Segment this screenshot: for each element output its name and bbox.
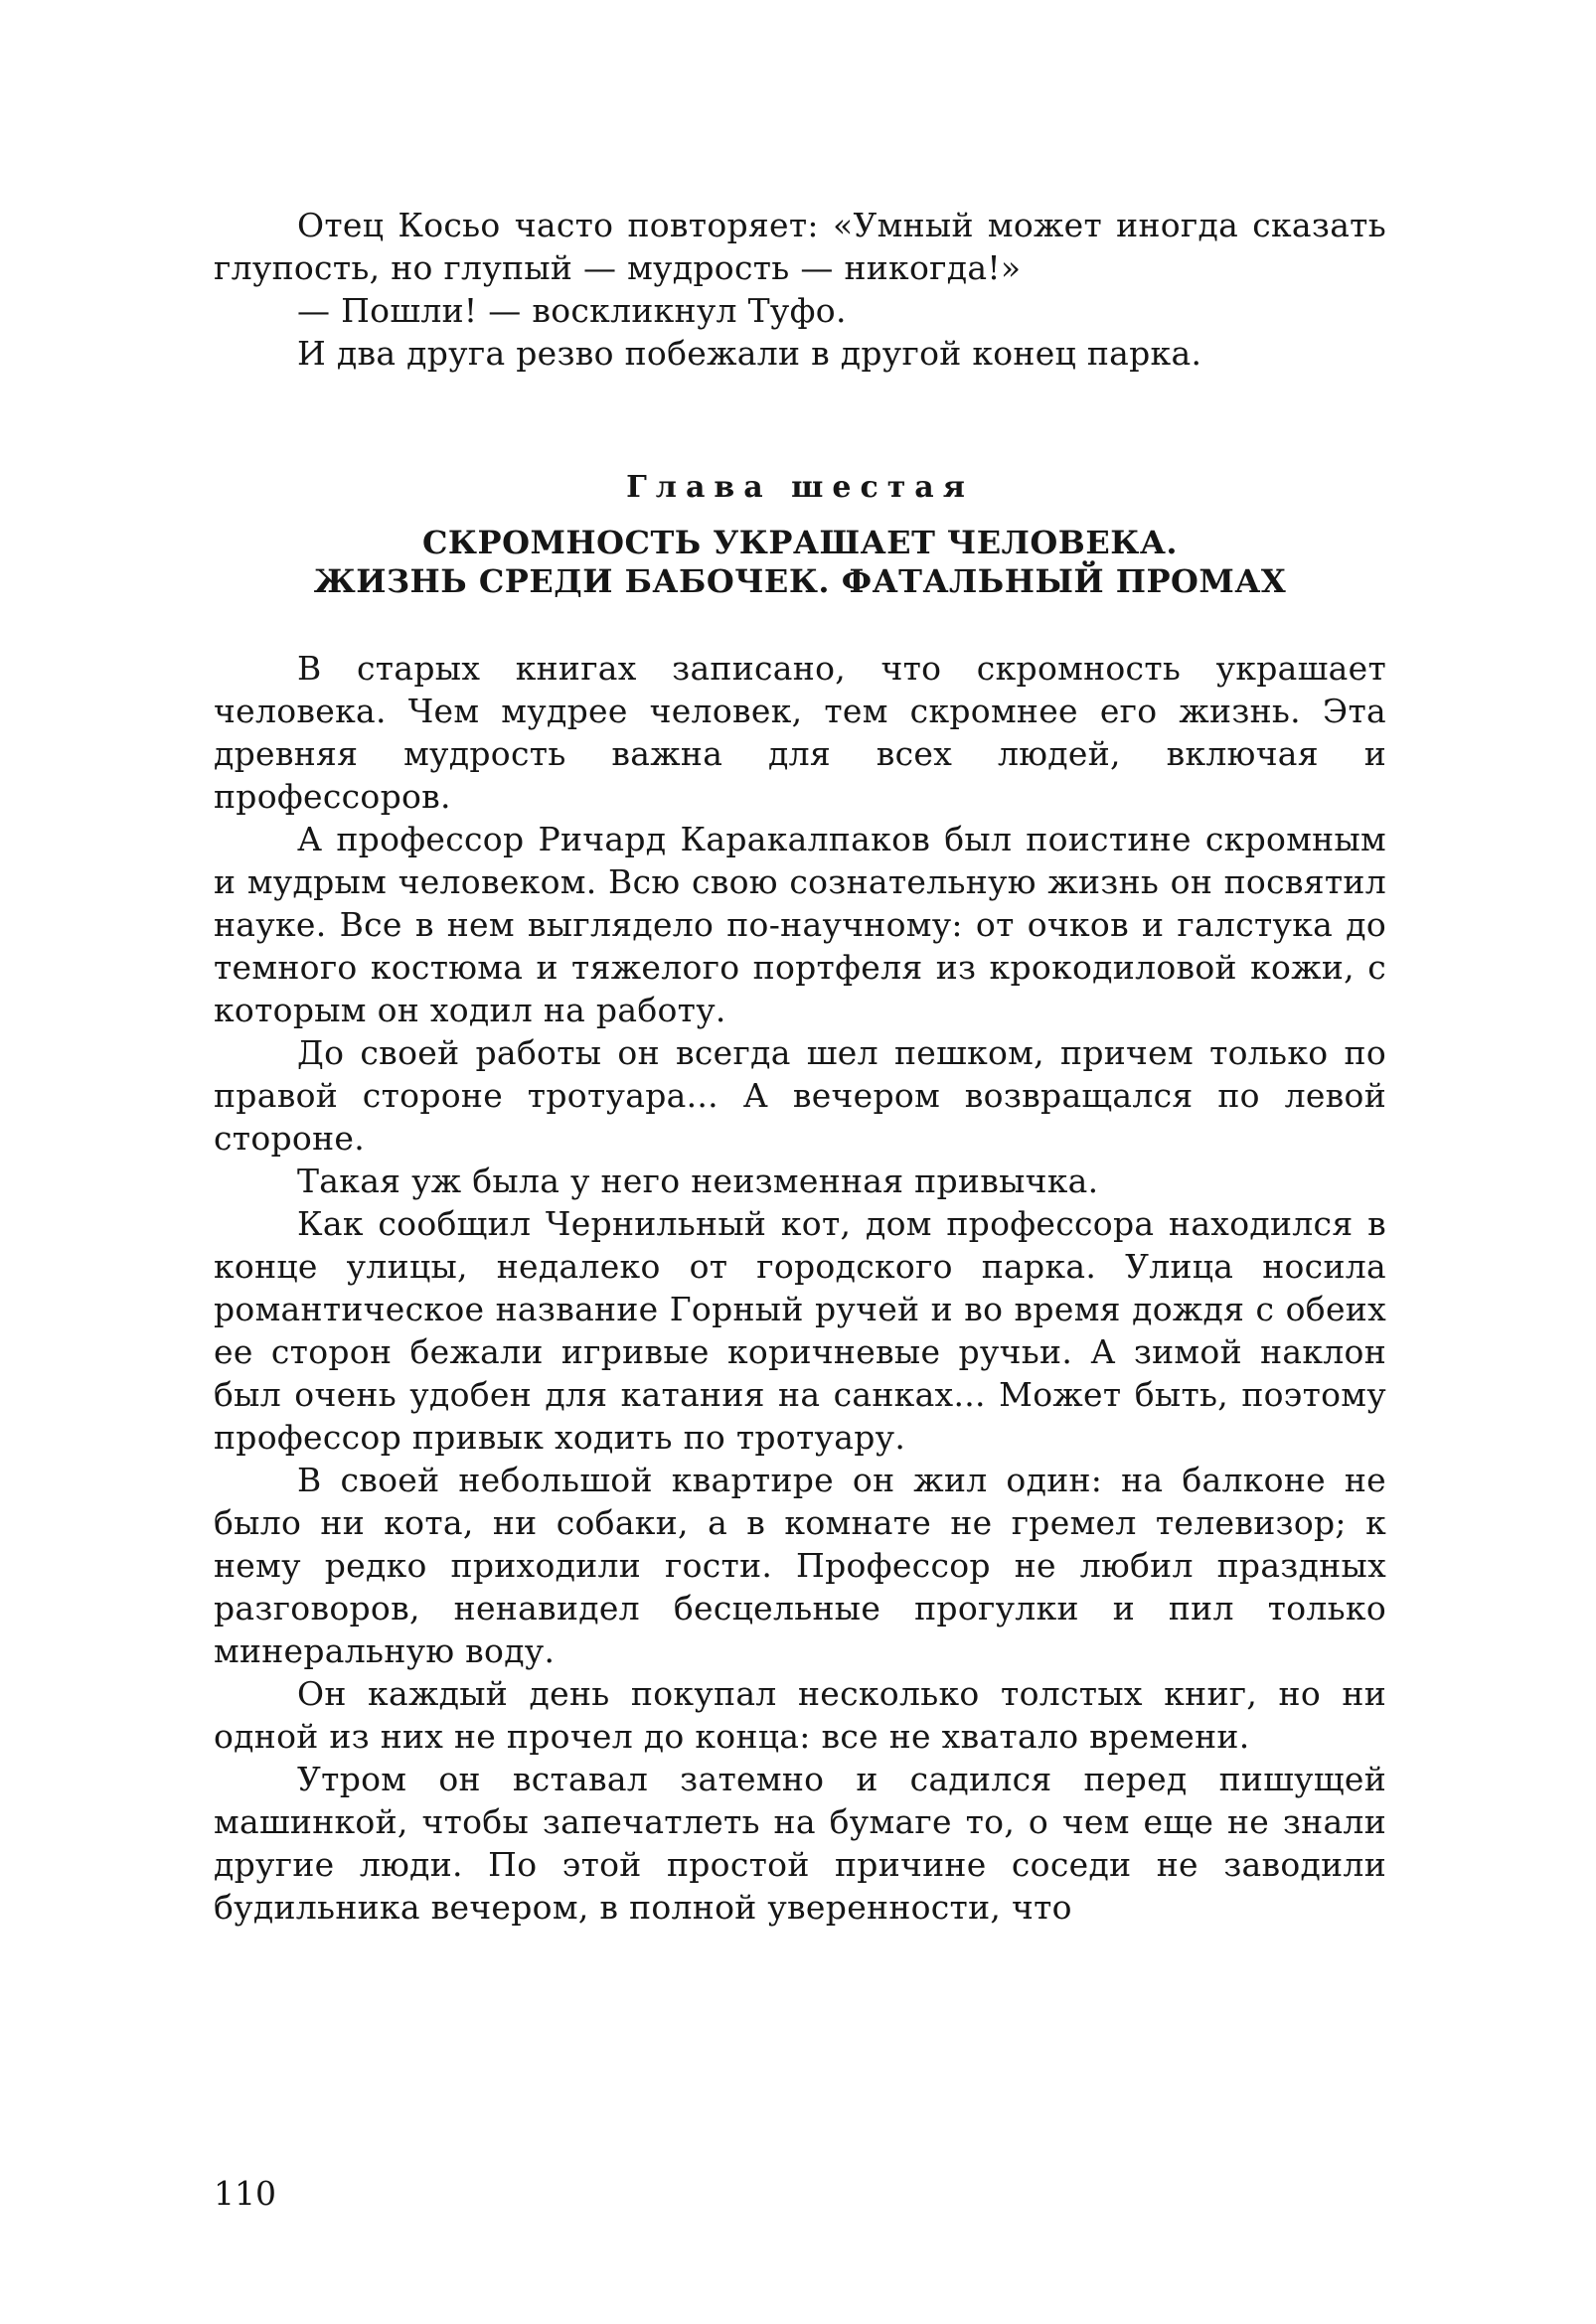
book-page — [214, 204, 1386, 1929]
paragraph-walk-to-work: До своей работы он всегда шел пешком, причем только по правой стороне тротуара... А вечером возвращался по левой стороне. — [214, 1033, 1386, 1158]
chapter-heading — [214, 468, 1386, 601]
paragraph-proverb: Отец Косьо часто повторяет: «Умный может иногда сказать глупость, но глупый — мудрость — никогда!» — [214, 206, 1386, 287]
paragraph-habit: Такая уж была у него неизменная привычка. — [297, 1162, 1099, 1200]
page-number: 110 — [214, 2174, 276, 2213]
chapter-title — [214, 524, 1386, 601]
chapter-title-line-2: ЖИЗНЬ СРЕДИ БАБОЧЕК. ФАТАЛЬНЫЙ ПРОМАХ — [313, 562, 1287, 600]
paragraph-run-off: И два друга резво побежали в другой конец парка. — [297, 334, 1202, 373]
paragraph-morning: Утром он вставал затемно и садился перед пишущей машинкой, чтобы запечатлеть на бумаге то, о чем еще не знали другие люди. По этой простой причине соседи не заводили будильника вечером, в полной уверенности, что — [214, 1760, 1386, 1927]
paragraph-books: Он каждый день покупал несколько толстых книг, но ни одной из них не прочел до конца: все не хватало времени. — [214, 1674, 1386, 1756]
paragraph-professor: А профессор Ричард Каракалпаков был поистине скромным и мудрым человеком. Всю свою сознательную жизнь он посвятил науке. Все в нем выглядело по-научному: от очков и галстука до темного костюма и тяжелого портфеля из крокодиловой кожи, с которым он ходил на работу. — [214, 820, 1386, 1029]
paragraph-apartment: В своей небольшой квартире он жил один: на балконе не было ни кота, ни собаки, а в комнате не гремел телевизор; к нему редко приходили гости. Профессор не любил праздных разговоров, ненавидел бесцельные прогулки и пил только минеральную воду. — [214, 1461, 1386, 1670]
chapter-label: Глава шестая — [626, 470, 974, 505]
paragraph-street: Как сообщил Чернильный кот, дом профессора находился в конце улицы, недалеко от городского парка. Улица носила романтическое название Горный ручей и во время дождя с обеих ее сторон бежали игривые коричневые ручьи. А зимой наклон был очень удобен для катания на санках... Может быть, поэтому профессор привык ходить по тротуару. — [214, 1204, 1386, 1457]
paragraph-modesty: В старых книгах записано, что скромность украшает человека. Чем мудрее человек, тем скромнее его жизнь. Эта древняя мудрость важна для всех людей, включая и профессоров. — [214, 649, 1386, 816]
chapter-title-line-1: СКРОМНОСТЬ УКРАШАЕТ ЧЕЛОВЕКА. — [421, 524, 1179, 561]
paragraph-dialogue: — Пошли! — воскликнул Туфо. — [297, 291, 847, 330]
